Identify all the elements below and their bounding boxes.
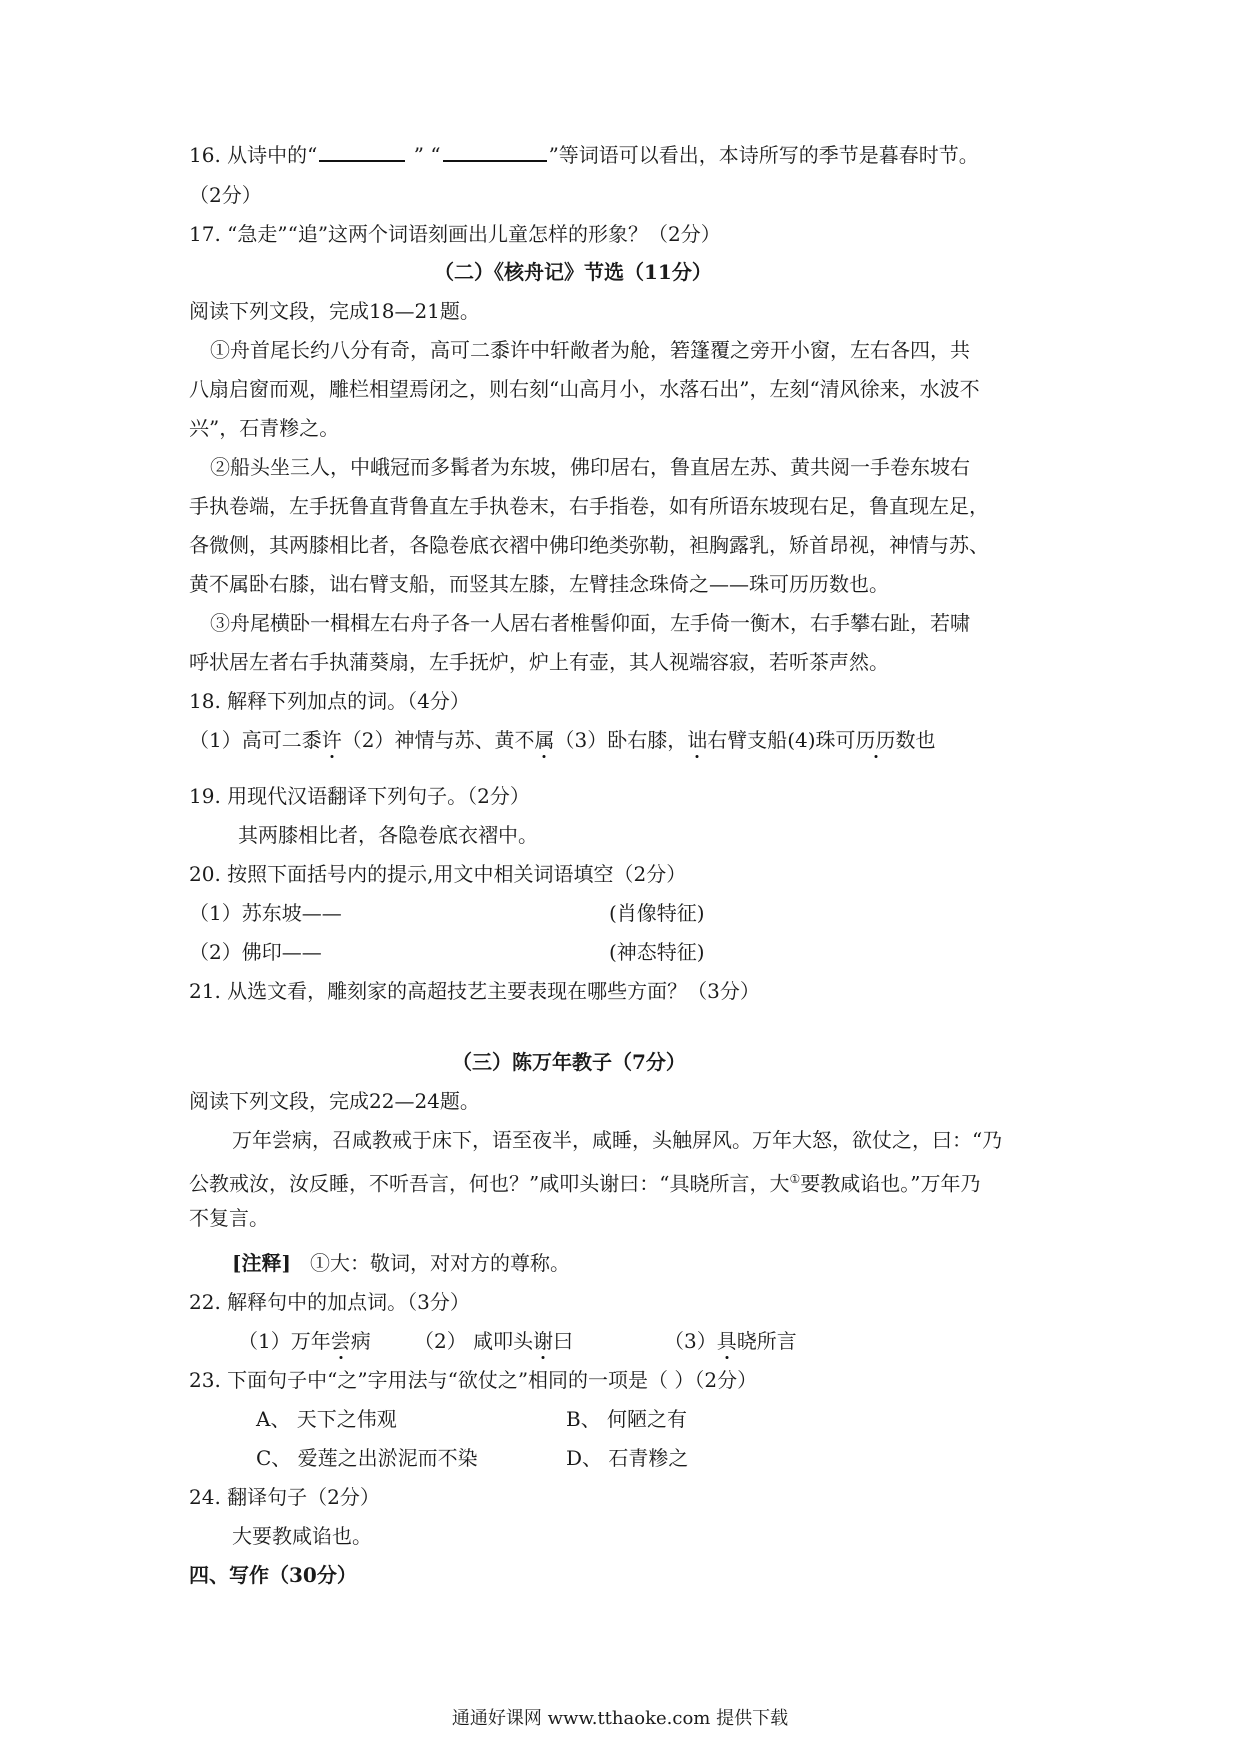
q20-row-2: （2）佛印—— [189,940,322,964]
q19-sentence: 其两膝相比者，各隐卷底衣褶中。 [238,823,538,847]
annotation [232,1249,570,1277]
answer-blank-1[interactable] [319,142,405,162]
footnote-marker: ① [789,1172,801,1186]
question-22: 22. 解释句中的加点词。（3分） [189,1290,470,1314]
annotation-text: ①大：敬词，对对方的尊称。 [310,1251,571,1275]
question-20: 20. 按照下面括号内的提示,用文中相关词语填空（2分） [189,862,687,886]
section-2-instruction: 阅读下列文段，完成18—21题。 [189,299,480,323]
passage-p2-line: 黄不属卧右膝，诎右臂支船，而竖其左膝，左臂挂念珠倚之——珠可历历数也。 [189,572,889,596]
passage-3-line: 不复言。 [189,1206,269,1230]
q18-item-4: (4)珠可历历数也 [787,728,936,752]
q22-item-1: （1）万年尝病 [238,1329,371,1353]
q24-sentence: 大要教咸谄也。 [232,1524,372,1548]
q23-option-b[interactable]: B、 何陋之有 [566,1407,688,1431]
q23-option-d[interactable]: D、 石青糁之 [566,1446,689,1470]
q20-row-1: （1）苏东坡—— [189,901,342,925]
passage-p2-line: 各微侧，其两膝相比者，各隐卷底衣褶中佛印绝类弥勒，袒胸露乳，矫首昂视，神情与苏、 [189,533,989,557]
answer-blank-2[interactable] [443,142,547,162]
question-19: 19. 用现代汉语翻译下列句子。（2分） [189,784,530,808]
passage-p3-line: 呼状居左者右手执蒲葵扇，左手抚炉，炉上有壶，其人视端容寂，若听茶声然。 [189,650,889,674]
question-16 [189,141,979,169]
q18-item-2: （2）神情与苏、黄不属 [341,728,555,752]
q16-prefix: 16. 从诗中的“ [189,143,318,167]
passage-p2-line: ②船头坐三人，中峨冠而多髯者为东坡，佛印居右，鲁直居左苏、黄共阅一手卷东坡右 [210,455,970,479]
passage-p2-line: 手执卷端，左手抚鲁直背鲁直左手执卷末，右手指卷，如有所语东坡现右足，鲁直现左足， [189,494,989,518]
passage-p1-line: 兴”，石青糁之。 [189,416,340,440]
q20-row-1-hint: (肖像特征) [609,901,705,925]
q18-items [189,726,936,754]
passage-p1-line: 八扇启窗而观，雕栏相望焉闭之，则右刻“山高月小，水落石出”，左刻“清风徐来，水波不 [189,377,980,401]
q18-item-3: （3）卧右膝，诎右臂支船 [554,728,788,752]
q22-item-3: （3）具晓所言 [664,1329,797,1353]
question-17: 17. “急走”“追”这两个词语刻画出儿童怎样的形象？（2分） [189,222,721,246]
question-23: 23. 下面句子中“之”字用法与“欲仗之”相同的一项是（ ）（2分） [189,1368,758,1392]
passage-3-line: 公教戒汝，汝反睡，不听吾言，何也？”咸叩头谢曰：“具晓所言，大①要教咸谄也。”万年乃 [189,1171,981,1196]
q18-item-1: （1）高可二黍许 [189,728,342,752]
q16-mid: ” “ [407,143,441,167]
question-24: 24. 翻译句子（2分） [189,1485,380,1509]
section-2-title: （二）《核舟记》节选（11分） [434,260,712,284]
q16-score: （2分） [189,183,262,207]
section-3-instruction: 阅读下列文段，完成22—24题。 [189,1089,480,1113]
annotation-label: [注释] [232,1251,291,1275]
section-4-title: 四、写作（30分） [189,1563,357,1587]
passage-p1-line: ①舟首尾长约八分有奇，高可二黍许中轩敞者为舱，箬篷覆之旁开小窗，左右各四，共 [210,338,970,362]
q20-row-2-hint: (神态特征) [609,940,705,964]
q23-option-c[interactable]: C、 爱莲之出淤泥而不染 [256,1446,478,1470]
question-21: 21. 从选文看，雕刻家的高超技艺主要表现在哪些方面？（3分） [189,979,760,1003]
q23-option-a[interactable]: A、 天下之伟观 [256,1407,397,1431]
footer-source[interactable]: 通通好课网 www.tthaoke.com 提供下载 [451,1708,789,1729]
q16-suffix: ”等词语可以看出，本诗所写的季节是暮春时节。 [548,143,979,167]
q22-item-2: （2） 咸叩头谢曰 [414,1329,574,1353]
passage-p3-line: ③舟尾横卧一楫楫左右舟子各一人居右者椎髻仰面，左手倚一衡木，右手攀右趾，若啸 [210,611,970,635]
question-18: 18. 解释下列加点的词。（4分） [189,689,470,713]
section-3-title: （三）陈万年教子（7分） [452,1050,686,1074]
passage-3-line: 万年尝病，召咸教戒于床下，语至夜半，咸睡，头触屏风。万年大怒，欲仗之，曰：“乃 [232,1128,1003,1152]
